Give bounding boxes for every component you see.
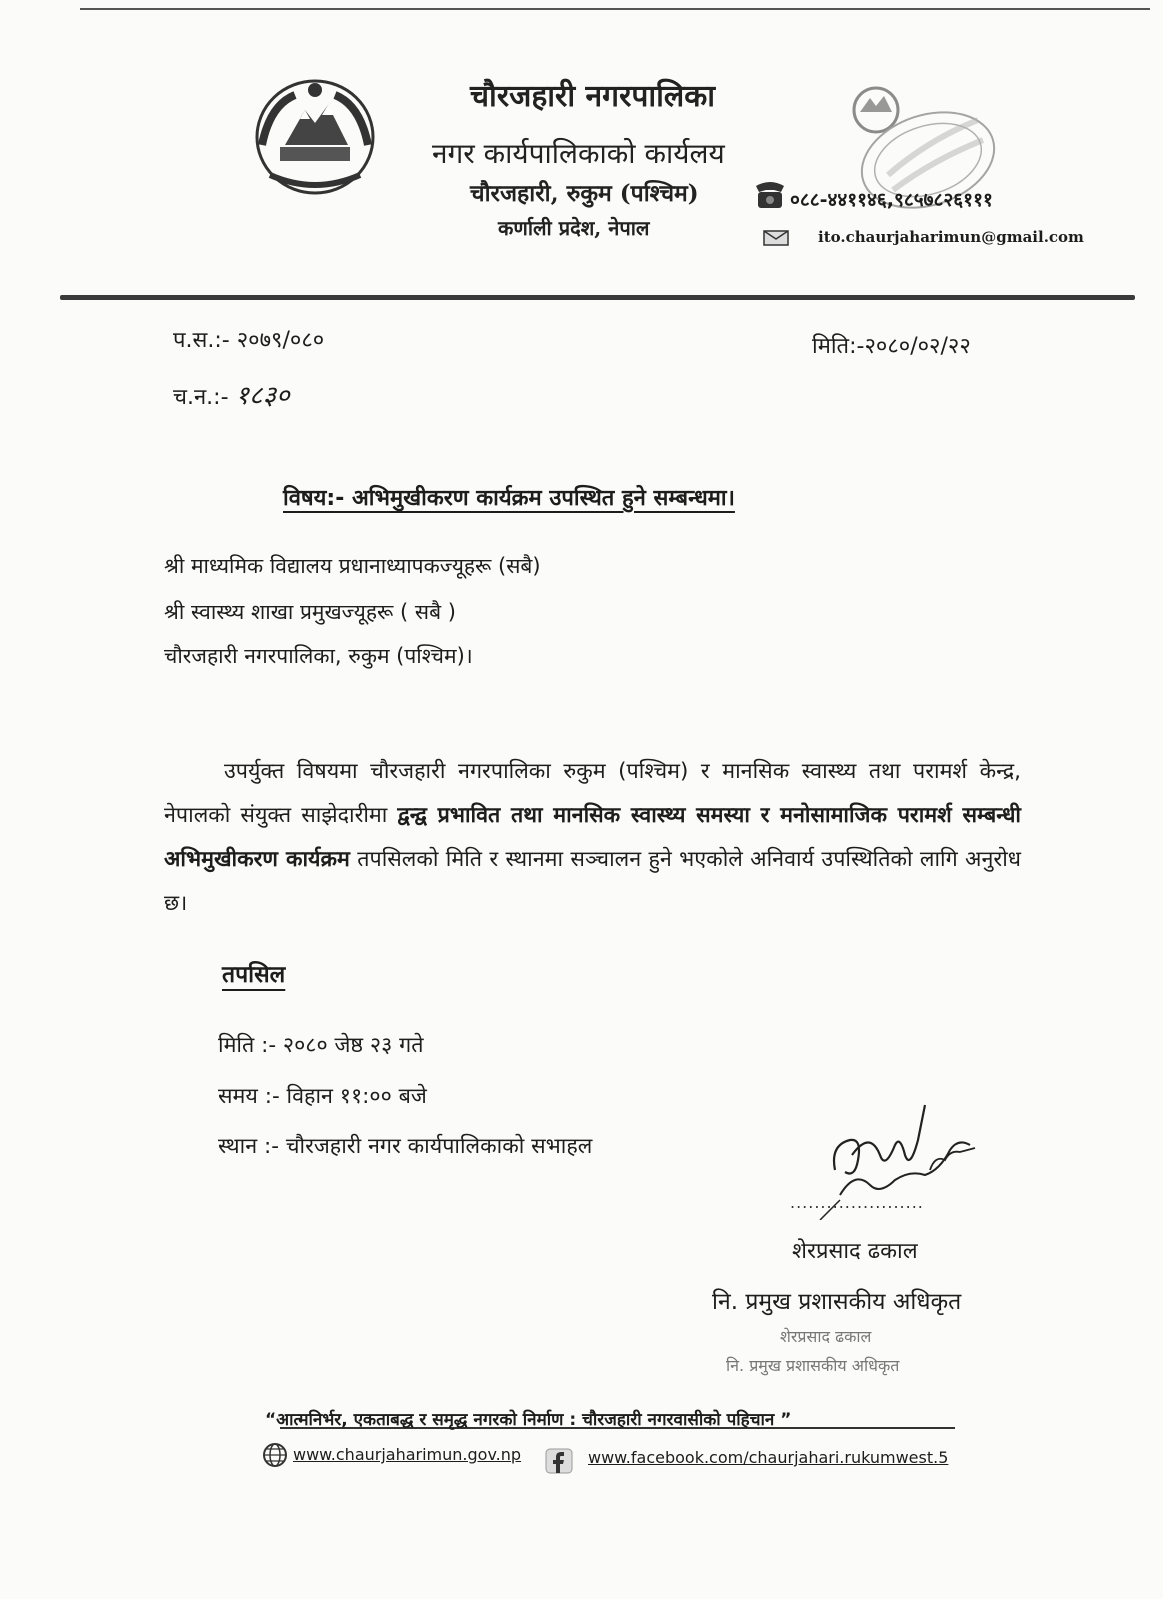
chalani-number xyxy=(173,376,290,412)
facebook-icon xyxy=(545,1448,573,1474)
municipality-name: चौरजहारी नगरपालिका xyxy=(470,79,716,114)
signature-line: ...................... xyxy=(790,1193,924,1212)
chana-label: च.न.:- xyxy=(173,385,229,410)
event-time: समय :- विहान ११:०० बजे xyxy=(218,1084,427,1109)
telephone-icon xyxy=(750,180,790,210)
envelope-icon xyxy=(763,230,789,246)
tapasil-heading: तपसिल xyxy=(222,962,286,988)
name-stamp: शेरप्रसाद ढकाल xyxy=(780,1327,872,1346)
email-address[interactable]: ito.chaurjaharimun@gmail.com xyxy=(818,228,1084,246)
signatory-title: नि. प्रमुख प्रशासकीय अधिकृत xyxy=(712,1289,962,1315)
province: कर्णाली प्रदेश, नेपाल xyxy=(498,216,650,240)
header-divider xyxy=(60,295,1135,300)
body-text: तपसिलको मिति र स्थानमा सञ्चालन हुने भएकोले अनिवार्य उपस्थितिको लागि अनुरोध छ। xyxy=(164,847,1021,916)
title-stamp: नि. प्रमुख प्रशासकीय अधिकृत xyxy=(726,1356,900,1375)
top-rule xyxy=(80,8,1150,10)
nepal-emblem-icon xyxy=(250,75,380,200)
globe-icon xyxy=(262,1442,288,1468)
pasa-number xyxy=(173,324,324,354)
pasa-value: २०७९/०८० xyxy=(236,328,325,353)
facebook-link[interactable]: www.facebook.com/chaurjahari.rukumwest.5 xyxy=(588,1448,949,1467)
subject-line: विषय:- अभिमुखीकरण कार्यक्रम उपस्थित हुने सम्बन्धमा। xyxy=(283,486,735,511)
recipient-line: चौरजहारी नगरपालिका, रुकुम (पश्चिम)। xyxy=(164,644,473,668)
office-location: चौरजहारी, रुकुम (पश्चिम) xyxy=(470,180,699,207)
chana-value: १८३० xyxy=(235,381,290,411)
phone-number: ०८८-४४११४६,९८५७८२६१११ xyxy=(790,189,993,211)
recipient-line: श्री माध्यमिक विद्यालय प्रधानाध्यापकज्यूहरू (सबै) xyxy=(164,554,541,578)
program-title: द्वन्द्व प्रभावित तथा मानसिक स्वास्थ्य समस्या र मनोसामाजिक परामर्श सम्बन्धी अभिमुखीकरण कार्यक्रम xyxy=(164,803,1021,872)
pasa-label: प.स.:- xyxy=(173,328,230,353)
body-text: उपर्युक्त विषयमा चौरजहारी नगरपालिका रुकुम (पश्चिम) र मानसिक स्वास्थ्य तथा परामर्श केन्द्र, नेपालको संयुक्त साझेदारीमा xyxy=(164,759,1021,828)
footer-slogan: “आत्मनिर्भर, एकताबद्ध र समृद्ध नगरको निर्माण : चौरजहारी नगरवासीको पहिचान ” xyxy=(265,1410,792,1430)
recipient-line: श्री स्वास्थ्य शाखा प्रमुखज्यूहरू ( सबै ) xyxy=(164,600,456,624)
body-paragraph xyxy=(164,750,1021,926)
office-name: नगर कार्यपालिकाको कार्यलय xyxy=(432,137,725,170)
letter-date: मिति:-२०८०/०२/२२ xyxy=(812,334,971,359)
event-date: मिति :- २०८० जेष्ठ २३ गते xyxy=(218,1033,424,1058)
website-link[interactable]: www.chaurjaharimun.gov.np xyxy=(293,1445,522,1464)
event-venue: स्थान :- चौरजहारी नगर कार्यपालिकाको सभाहल xyxy=(218,1134,593,1159)
signatory-name: शेरप्रसाद ढकाल xyxy=(792,1239,918,1264)
